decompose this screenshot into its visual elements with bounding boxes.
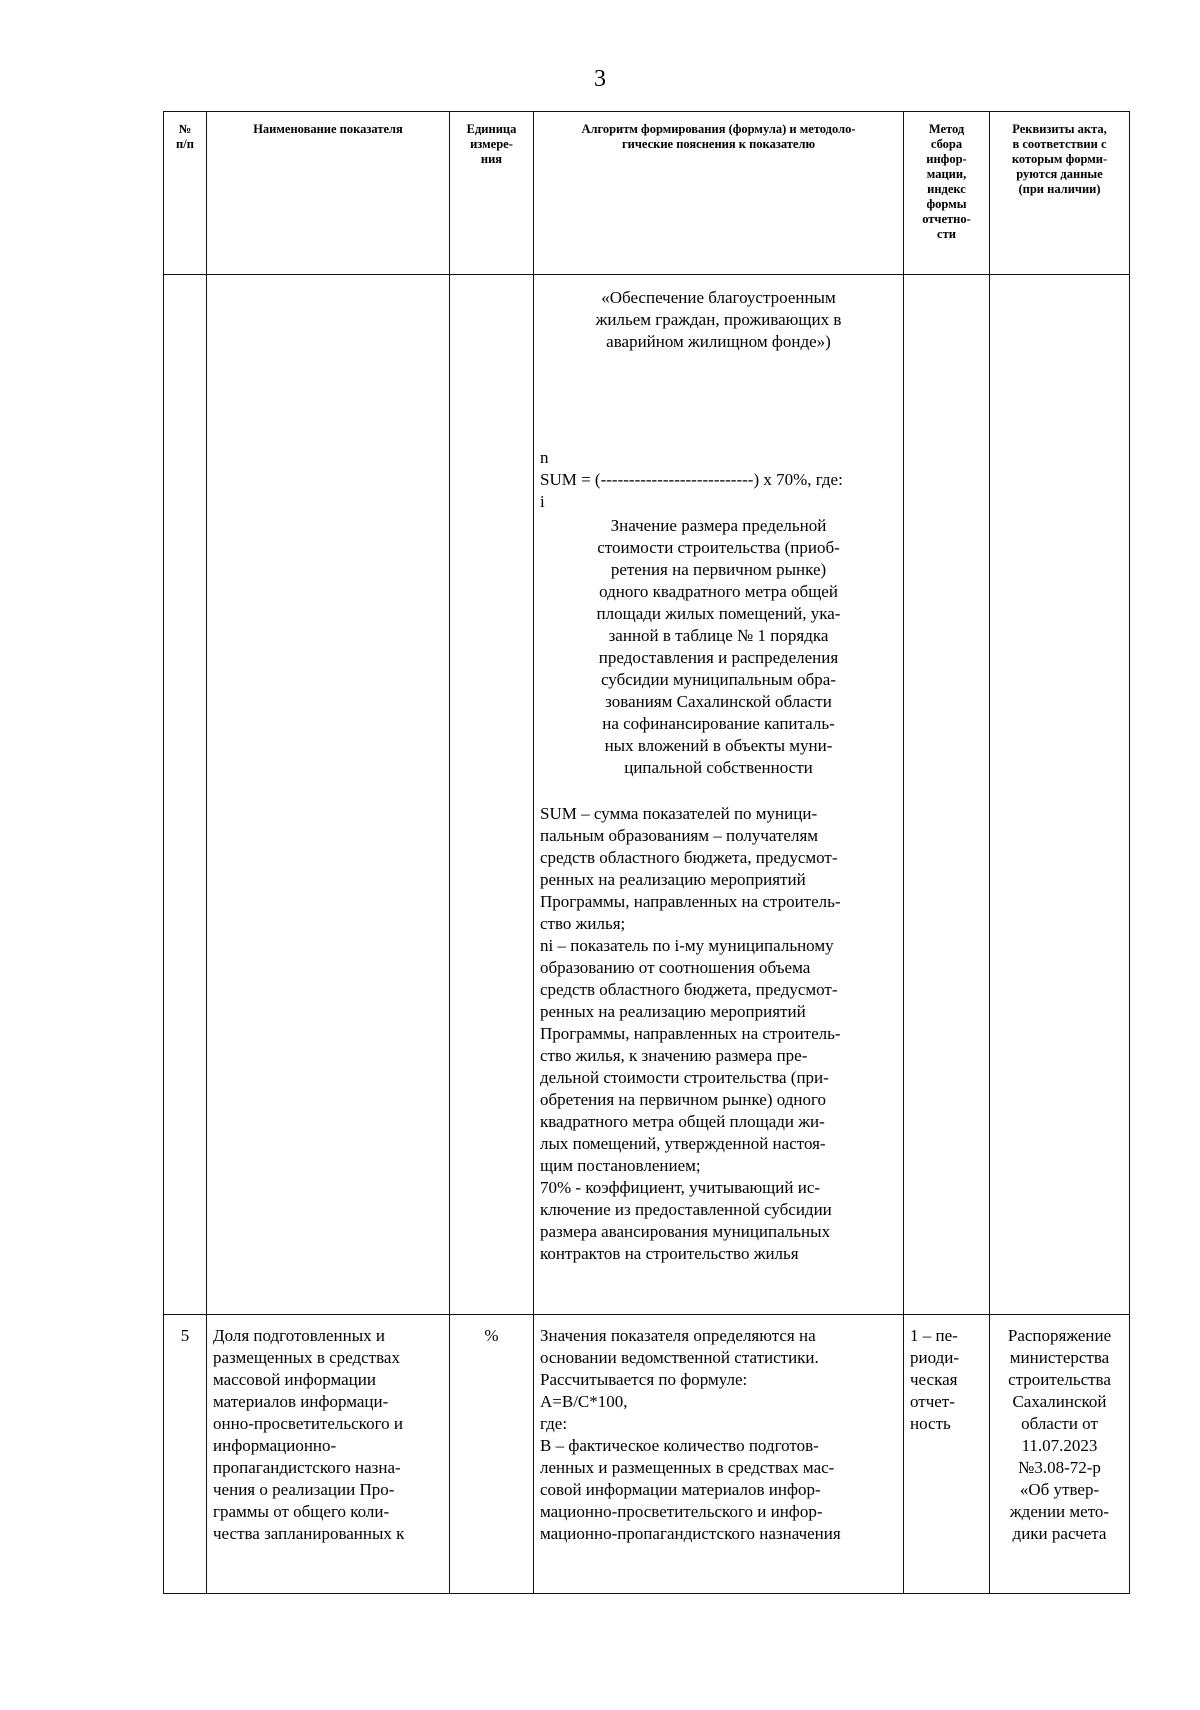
cell-method-empty	[904, 275, 990, 1315]
program-name-text: «Обеспечение благоустроенным жильем граждан, проживающих в аварийном жилищном фонде»)	[595, 288, 842, 351]
table-header-row	[164, 112, 1130, 275]
header-collection-method: Метод сбора инфор- мации, индекс формы отчетно- сти	[904, 112, 990, 275]
page-number: 3	[594, 66, 606, 92]
collection-method: 1 – пе- риоди- ческая отчет- ность	[904, 1315, 990, 1594]
table-row	[164, 1315, 1130, 1594]
header-act-details: Реквизиты акта, в соответствии с которым форми- руются данные (при наличии)	[990, 112, 1130, 275]
cell-number-empty	[164, 275, 207, 1315]
header-algorithm: Алгоритм формирования (формула) и методоло- гические пояснения к показателю	[534, 112, 904, 275]
formula-explanation: SUM – сумма показателей по муници- пальным образованиям – получателям средств областного бюджета, предусмот- ренных на реализацию мероприятий Программы, направленных на строитель- ство жилья; ni – показатель по i-му муниципальному образованию от соотношения объема средств областного бюджета, предусмот- ренных на реализацию мероприятий Программы, направленных на строитель- ство жилья, к значению размера пре- дельной стоимости строительства (при- обретения на первичном рынке) одного квадратного метра общей площади жи- лых помещений, утвержденной настоя- щим постановлением; 70% - коэффициент, учитывающий ис- ключение из предоставленной субсидии размера авансирования муниципальных контрактов на строительство жилья	[540, 804, 841, 1263]
formula-denominator-definition: Значение размера предельной стоимости строительства (приоб- ретения на первичном рынке) одного квадратного метра общей площади жилых помещений, ука- занной в таблице № 1 порядка предоставления и распределения субсидии муниципальным обра- зованиям Сахалинской области на софинансирование капиталь- ных вложений в объекты муни- ципальной собственности	[596, 516, 841, 777]
cell-name-empty	[207, 275, 450, 1315]
unit-of-measure: %	[450, 1315, 534, 1594]
cell-unit-empty	[450, 275, 534, 1315]
header-unit: Единица измере- ния	[450, 112, 534, 275]
header-indicator-name: Наименование показателя	[207, 112, 450, 275]
table-row	[164, 275, 1130, 1315]
act-details: Распоряжение министерства строительства Сахалинской области от 11.07.2023 №3.08-72-р «Об утвер- ждении мето- дики расчета	[990, 1315, 1130, 1594]
indicator-name: Доля подготовленных и размещенных в средствах массовой информации материалов информаци- онно-просветительского и информационно- пропагандистского назна- чения о реализации Про- граммы от общего коли- чества запланированных к	[207, 1315, 450, 1594]
cell-algorithm-continuation	[534, 275, 904, 1315]
sum-formula: n SUM = (---------------------------) x 70%, где: i	[540, 448, 843, 511]
row-number: 5	[164, 1315, 207, 1594]
cell-act-empty	[990, 275, 1130, 1315]
header-number: № п/п	[164, 112, 207, 275]
algorithm-text: Значения показателя определяются на основании ведомственной статистики. Рассчитывается по формуле: A=B/C*100, где: B – фактическое количество подготов- ленных и размещенных в средствах мас- совой информации материалов инфор- мационно-просветительского и инфор- мационно-пропагандистского назначения	[534, 1315, 904, 1594]
indicator-table	[163, 111, 1130, 1594]
